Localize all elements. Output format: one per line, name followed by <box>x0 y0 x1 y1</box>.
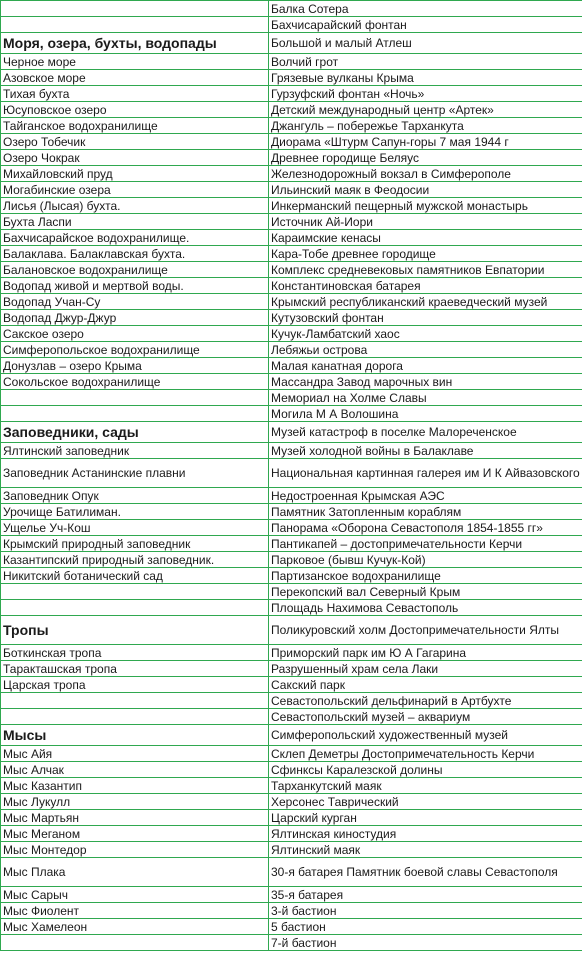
left-cell: Балановское водохранилище <box>1 262 269 278</box>
right-cell: Караимские кенасы <box>269 230 582 246</box>
left-cell: Бухта Ласпи <box>1 214 269 230</box>
left-cell: Симферопольское водохранилище <box>1 342 269 358</box>
table-row <box>1 54 582 70</box>
right-cell: Константиновская батарея <box>269 278 582 294</box>
table-row <box>1 677 582 693</box>
table-row <box>1 182 582 198</box>
left-cell: Никитский ботанический сад <box>1 568 269 584</box>
table-row <box>1 1 582 17</box>
table-row <box>1 459 582 488</box>
left-cell: Мыс Монтедор <box>1 842 269 858</box>
right-cell: Ильинский маяк в Феодосии <box>269 182 582 198</box>
table-row <box>1 358 582 374</box>
table-row <box>1 778 582 794</box>
left-cell: Мыс Алчак <box>1 762 269 778</box>
table-row <box>1 262 582 278</box>
right-cell: Тарханкутский маяк <box>269 778 582 794</box>
right-cell: Склеп Деметры Достопримечательность Керчи <box>269 746 582 762</box>
right-cell: Памятник Затопленным кораблям <box>269 504 582 520</box>
right-cell: Севастопольский дельфинарий в Артбухте <box>269 693 582 709</box>
left-cell <box>1 584 269 600</box>
left-cell: Боткинская тропа <box>1 645 269 661</box>
table-row <box>1 794 582 810</box>
right-cell: Мемориал на Холме Славы <box>269 390 582 406</box>
left-cell <box>1 1 269 17</box>
right-cell: Царский курган <box>269 810 582 826</box>
table-row <box>1 374 582 390</box>
section-header-row <box>1 422 582 443</box>
left-cell: Мыс Плака <box>1 858 269 887</box>
right-cell: Могила М А Волошина <box>269 406 582 422</box>
left-cell: Озеро Чокрак <box>1 150 269 166</box>
left-cell: Лисья (Лысая) бухта. <box>1 198 269 214</box>
right-cell: Разрушенный храм села Лаки <box>269 661 582 677</box>
left-cell: Мыс Меганом <box>1 826 269 842</box>
left-cell: Водопад живой и мертвой воды. <box>1 278 269 294</box>
right-cell: 7-й бастион <box>269 935 582 951</box>
table-row <box>1 552 582 568</box>
table-row <box>1 919 582 935</box>
right-cell: Музей катастроф в поселке Малореченское <box>269 422 582 443</box>
left-cell: Сакское озеро <box>1 326 269 342</box>
left-cell: Царская тропа <box>1 677 269 693</box>
right-cell: Приморский парк им Ю А Гагарина <box>269 645 582 661</box>
table-row <box>1 294 582 310</box>
table-row <box>1 645 582 661</box>
right-cell: Малая канатная дорога <box>269 358 582 374</box>
table-row <box>1 86 582 102</box>
right-cell: Национальная картинная галерея им И К Айвазовского <box>269 459 582 488</box>
left-cell: Юсуповское озеро <box>1 102 269 118</box>
left-cell: Бахчисарайское водохранилище. <box>1 230 269 246</box>
right-cell: Балка Сотера <box>269 1 582 17</box>
left-cell: Донузлав – озеро Крыма <box>1 358 269 374</box>
left-cell <box>1 406 269 422</box>
left-cell: Черное море <box>1 54 269 70</box>
section-header-row <box>1 725 582 746</box>
table-row <box>1 166 582 182</box>
table-row <box>1 504 582 520</box>
right-cell: Комплекс средневековых памятников Евпатории <box>269 262 582 278</box>
left-cell: Водопад Джур-Джур <box>1 310 269 326</box>
right-cell: Лебяжьи острова <box>269 342 582 358</box>
left-cell <box>1 935 269 951</box>
table-row <box>1 406 582 422</box>
left-cell: Заповедник Опук <box>1 488 269 504</box>
table-row <box>1 310 582 326</box>
left-cell: Мыс Казантип <box>1 778 269 794</box>
left-cell: Ялтинский заповедник <box>1 443 269 459</box>
table-row <box>1 709 582 725</box>
right-cell: Херсонес Таврический <box>269 794 582 810</box>
right-cell: Гурзуфский фонтан «Ночь» <box>269 86 582 102</box>
right-cell: Парковое (бывш Кучук-Кой) <box>269 552 582 568</box>
right-cell: 3-й бастион <box>269 903 582 919</box>
table-row <box>1 568 582 584</box>
left-cell <box>1 709 269 725</box>
right-cell: Джангуль – побережье Тарханкута <box>269 118 582 134</box>
right-cell: Сакский парк <box>269 677 582 693</box>
left-cell: Крымский природный заповедник <box>1 536 269 552</box>
right-cell: Панорама «Оборона Севастополя 1854-1855 гг» <box>269 520 582 536</box>
section-header-row <box>1 616 582 645</box>
left-cell: Урочище Батилиман. <box>1 504 269 520</box>
right-cell: Ялтинская киностудия <box>269 826 582 842</box>
right-cell: Массандра Завод марочных вин <box>269 374 582 390</box>
table-row <box>1 198 582 214</box>
table-body <box>1 1 582 951</box>
table-row <box>1 488 582 504</box>
left-cell: Балаклава. Балаклавская бухта. <box>1 246 269 262</box>
section-title-cell: Моря, озера, бухты, водопады <box>1 33 269 54</box>
table-row <box>1 858 582 887</box>
right-cell: Недостроенная Крымская АЭС <box>269 488 582 504</box>
left-cell: Казантипский природный заповедник. <box>1 552 269 568</box>
table-row <box>1 214 582 230</box>
table-row <box>1 810 582 826</box>
left-cell: Сокольское водохранилище <box>1 374 269 390</box>
right-cell: Перекопский вал Северный Крым <box>269 584 582 600</box>
left-cell: Мыс Айя <box>1 746 269 762</box>
left-cell: Мыс Хамелеон <box>1 919 269 935</box>
right-cell: Крымский республиканский краеведческий музей <box>269 294 582 310</box>
left-cell: Мыс Фиолент <box>1 903 269 919</box>
right-cell: 5 бастион <box>269 919 582 935</box>
right-cell: Волчий грот <box>269 54 582 70</box>
left-cell: Тихая бухта <box>1 86 269 102</box>
table-row <box>1 762 582 778</box>
table-row <box>1 230 582 246</box>
left-cell: Михайловский пруд <box>1 166 269 182</box>
table-row <box>1 443 582 459</box>
table-row <box>1 903 582 919</box>
right-cell: Железнодорожный вокзал в Симферополе <box>269 166 582 182</box>
left-cell <box>1 600 269 616</box>
right-cell: Источник Ай-Иори <box>269 214 582 230</box>
left-cell: Таракташская тропа <box>1 661 269 677</box>
left-cell: Мыс Лукулл <box>1 794 269 810</box>
left-cell <box>1 390 269 406</box>
table-row <box>1 278 582 294</box>
right-cell: Партизанское водохранилище <box>269 568 582 584</box>
table-row <box>1 746 582 762</box>
left-cell: Ущелье Уч-Кош <box>1 520 269 536</box>
left-cell: Заповедник Астанинские плавни <box>1 459 269 488</box>
section-header-row <box>1 33 582 54</box>
right-cell: Инкерманский пещерный мужской монастырь <box>269 198 582 214</box>
table-row <box>1 118 582 134</box>
table-row <box>1 600 582 616</box>
table-row <box>1 584 582 600</box>
left-cell: Азовское море <box>1 70 269 86</box>
right-cell: 30-я батарея Памятник боевой славы Севастополя <box>269 858 582 887</box>
left-cell: Мыс Сарыч <box>1 887 269 903</box>
table-row <box>1 246 582 262</box>
right-cell: Грязевые вулканы Крыма <box>269 70 582 86</box>
right-cell: Бахчисарайский фонтан <box>269 17 582 33</box>
table-row <box>1 520 582 536</box>
right-cell: Симферопольский художественный музей <box>269 725 582 746</box>
right-cell: Поликуровский холм Достопримечательности Ялты <box>269 616 582 645</box>
section-title-cell: Тропы <box>1 616 269 645</box>
right-cell: Диорама «Штурм Сапун-горы 7 мая 1944 г <box>269 134 582 150</box>
table-row <box>1 150 582 166</box>
left-cell: Тайганское водохранилище <box>1 118 269 134</box>
left-cell: Озеро Тобечик <box>1 134 269 150</box>
table-row <box>1 17 582 33</box>
left-cell <box>1 17 269 33</box>
table-row <box>1 102 582 118</box>
table-row <box>1 693 582 709</box>
right-cell: Музей холодной войны в Балаклаве <box>269 443 582 459</box>
left-cell: Могабинские озера <box>1 182 269 198</box>
table-row <box>1 536 582 552</box>
right-cell: Кутузовский фонтан <box>269 310 582 326</box>
table-row <box>1 70 582 86</box>
right-cell: Пантикапей – достопримечательности Керчи <box>269 536 582 552</box>
section-title-cell: Заповедники, сады <box>1 422 269 443</box>
right-cell: Детский международный центр «Артек» <box>269 102 582 118</box>
right-cell: Кучук-Ламбатский хаос <box>269 326 582 342</box>
table-row <box>1 342 582 358</box>
table-row <box>1 826 582 842</box>
table-row <box>1 842 582 858</box>
right-cell: Севастопольский музей – аквариум <box>269 709 582 725</box>
right-cell: Ялтинский маяк <box>269 842 582 858</box>
right-cell: Площадь Нахимова Севастополь <box>269 600 582 616</box>
right-cell: Большой и малый Атлеш <box>269 33 582 54</box>
right-cell: 35-я батарея <box>269 887 582 903</box>
table-row <box>1 661 582 677</box>
table-row <box>1 134 582 150</box>
left-cell <box>1 693 269 709</box>
table-row <box>1 390 582 406</box>
right-cell: Древнее городище Беляус <box>269 150 582 166</box>
left-cell: Мыс Мартьян <box>1 810 269 826</box>
left-cell: Водопад Учан-Су <box>1 294 269 310</box>
right-cell: Сфинксы Каралезской долины <box>269 762 582 778</box>
right-cell: Кара-Тобе древнее городище <box>269 246 582 262</box>
table-row <box>1 935 582 951</box>
table-row <box>1 326 582 342</box>
table-row <box>1 887 582 903</box>
section-title-cell: Мысы <box>1 725 269 746</box>
